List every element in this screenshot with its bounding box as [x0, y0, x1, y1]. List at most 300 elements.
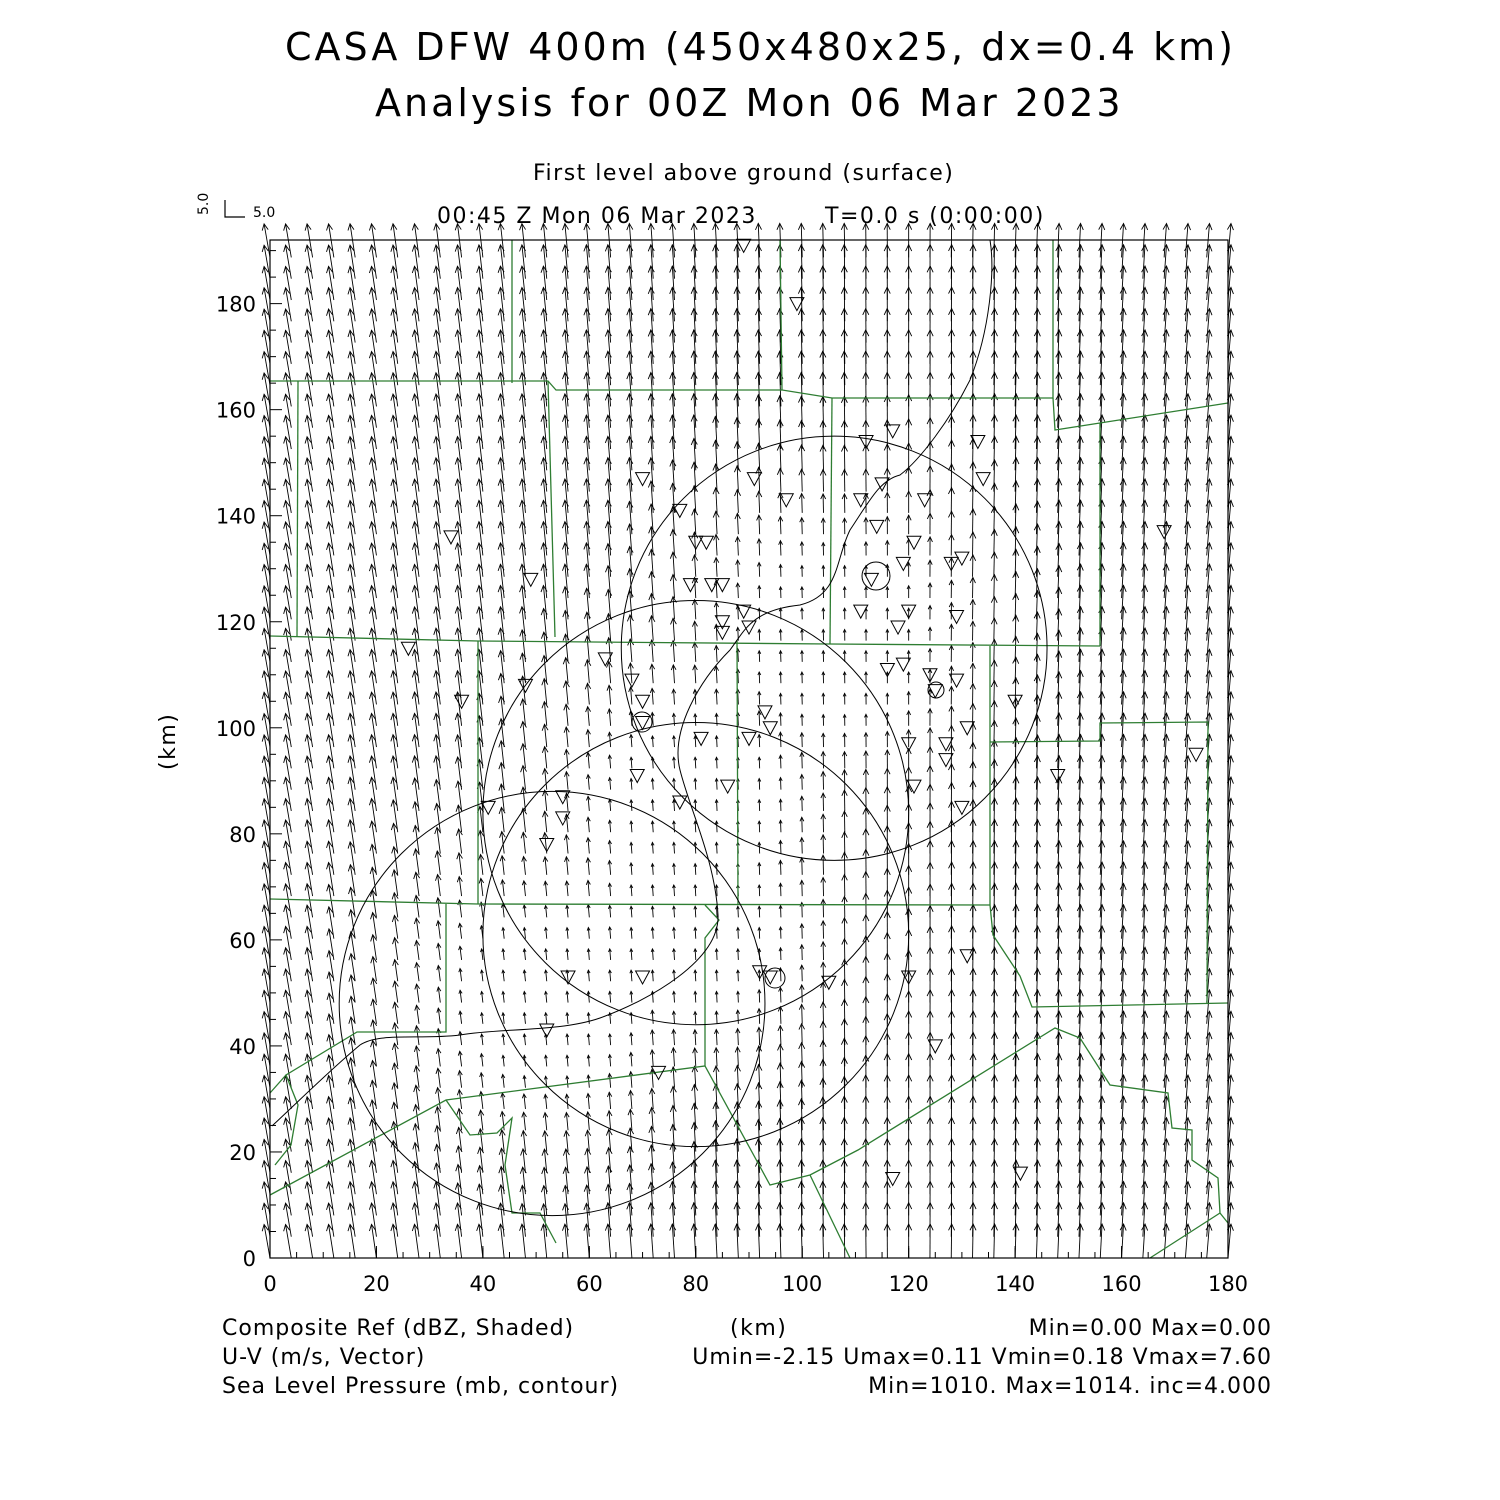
wind-vector — [842, 832, 848, 854]
wind-vector — [821, 814, 826, 832]
wind-vector — [843, 715, 846, 726]
wind-vector — [608, 841, 611, 854]
wind-vector-shaft — [716, 535, 717, 556]
wind-vector — [800, 880, 804, 896]
wind-vector — [543, 857, 548, 875]
wind-vector — [673, 842, 676, 853]
wind-vector-shaft — [780, 1026, 781, 1045]
wind-vector — [607, 1092, 611, 1109]
wind-vector — [820, 470, 826, 492]
x-axis-unit: (km) — [730, 1316, 788, 1341]
wind-vector — [630, 906, 633, 917]
wind-vector — [694, 779, 697, 790]
wind-vector — [737, 970, 740, 981]
wind-vector-shaft — [737, 1047, 738, 1066]
wind-vector — [671, 618, 677, 640]
wind-vector — [907, 711, 911, 726]
wind-vector — [693, 1030, 697, 1045]
wind-vector-shaft — [802, 985, 803, 1003]
wind-vector — [627, 1224, 633, 1258]
wind-vector — [906, 467, 912, 491]
wind-vector — [651, 906, 654, 917]
wind-vector — [778, 1026, 783, 1045]
wind-vector — [585, 660, 591, 683]
wind-vector — [670, 552, 676, 577]
wind-vector-shaft — [695, 643, 696, 662]
wind-vector — [928, 537, 933, 556]
wind-vector — [886, 651, 889, 662]
wind-vector-shaft — [823, 1021, 824, 1045]
wind-vector — [627, 615, 633, 641]
wind-vector — [756, 491, 762, 513]
wind-vector — [437, 943, 441, 960]
wind-vector — [609, 949, 612, 960]
wind-vector — [502, 928, 505, 939]
wind-vector-shaft — [759, 586, 760, 598]
wind-vector — [864, 733, 868, 747]
wind-vector — [734, 466, 740, 492]
wind-vector — [821, 982, 826, 1002]
wind-vector-shaft — [994, 681, 995, 705]
wind-vector — [970, 663, 975, 683]
wind-vector — [757, 539, 761, 556]
wind-vector-shaft — [651, 616, 653, 641]
wind-vector-shaft — [673, 1048, 674, 1067]
wind-vector — [779, 778, 782, 790]
wind-vector — [798, 1224, 804, 1258]
wind-vector — [779, 799, 782, 811]
wind-vector — [522, 1094, 526, 1109]
wind-vector — [692, 643, 697, 662]
footer-slp-range: Min=1010. Max=1014. inc=4.000 — [868, 1374, 1272, 1399]
wind-vector — [587, 970, 590, 981]
footer-ref: Composite Ref (dBZ, Shaded) — [222, 1316, 575, 1341]
wind-vector — [673, 736, 676, 747]
wind-vector — [435, 851, 441, 875]
wind-vector — [799, 1024, 805, 1045]
wind-vector — [437, 966, 441, 982]
wind-vector-shaft — [695, 555, 696, 577]
wind-vector — [799, 1043, 805, 1067]
wind-vector — [630, 800, 633, 811]
wind-vector — [906, 515, 911, 534]
wind-vector — [907, 692, 910, 705]
wind-vector — [841, 999, 847, 1023]
wind-vector — [543, 811, 548, 832]
wind-vector — [800, 542, 804, 556]
wind-vector — [566, 949, 569, 960]
wind-vector — [608, 755, 611, 768]
wind-vector — [821, 518, 825, 534]
wind-vector — [523, 1034, 526, 1045]
wind-vector — [842, 918, 847, 939]
wind-vector — [480, 1073, 484, 1088]
wind-vector — [778, 517, 783, 535]
wind-vector — [949, 706, 954, 726]
wind-vector — [542, 747, 548, 769]
wind-vector — [457, 877, 462, 896]
wind-vector — [756, 443, 762, 470]
wind-vector — [778, 1007, 782, 1024]
wind-vector — [673, 757, 676, 768]
wind-vector — [694, 821, 697, 832]
wind-vector — [842, 852, 848, 875]
wind-vector — [692, 509, 698, 534]
wind-vector — [629, 1052, 633, 1066]
wind-vector — [371, 957, 377, 982]
wind-vector — [906, 730, 910, 747]
wind-vector — [757, 563, 761, 577]
wind-vector — [415, 1026, 420, 1045]
wind-vector — [799, 469, 805, 491]
wind-vector — [436, 921, 441, 939]
wind-vector — [757, 711, 761, 726]
wind-vector — [545, 928, 548, 939]
wind-vector — [651, 821, 654, 832]
wind-vector — [822, 608, 825, 619]
wind-vector — [608, 1074, 612, 1088]
wind-vector — [586, 838, 590, 854]
wind-vector — [842, 752, 846, 769]
wind-vector — [630, 735, 633, 748]
wind-vector — [928, 649, 931, 662]
wind-vector — [949, 686, 954, 704]
wind-vector — [736, 583, 740, 598]
wind-vector — [459, 1031, 463, 1045]
wind-vector-shaft — [694, 532, 695, 555]
wind-vector — [543, 1131, 548, 1152]
wind-vector — [949, 624, 953, 640]
wind-vector — [842, 494, 847, 513]
wind-vector — [608, 883, 611, 896]
wind-vector — [821, 899, 826, 917]
wind-vector — [737, 991, 740, 1002]
wind-vector-shaft — [738, 1029, 739, 1045]
wind-vector-shaft — [737, 490, 738, 513]
wind-vector — [543, 1113, 548, 1131]
wind-vector — [991, 660, 997, 683]
wind-vector — [885, 768, 891, 789]
wind-vector-shaft — [716, 511, 717, 534]
wind-vector — [650, 688, 654, 704]
wind-vector — [758, 990, 761, 1003]
wind-vector — [545, 949, 548, 960]
wind-vector — [608, 820, 611, 832]
wind-vector-shaft — [802, 1024, 803, 1045]
wind-vector — [502, 949, 505, 960]
wind-vector — [821, 835, 826, 854]
wind-vector-shaft — [994, 639, 995, 661]
wind-vector — [842, 939, 848, 960]
wind-vector-shaft — [738, 583, 739, 598]
wind-vector — [673, 949, 676, 960]
wind-vector — [671, 1048, 676, 1067]
wind-vector — [928, 583, 932, 598]
wind-vector — [607, 709, 611, 726]
wind-vector — [970, 704, 976, 726]
wind-vector — [755, 1224, 761, 1258]
wind-vector — [948, 511, 954, 534]
wind-vector — [609, 991, 612, 1002]
wind-vector — [544, 906, 547, 918]
wind-vector-shaft — [373, 957, 377, 982]
wind-vector — [756, 1046, 761, 1066]
wind-vector — [907, 586, 910, 598]
wind-vector-shaft — [802, 493, 803, 512]
wind-vector — [821, 921, 826, 939]
wind-vector — [928, 728, 933, 747]
y-axis-unit: (km) — [156, 712, 181, 770]
wind-vector — [502, 1055, 505, 1066]
wind-vector — [630, 757, 633, 768]
wind-vector — [758, 842, 761, 853]
wind-vector-shaft — [716, 1030, 717, 1046]
wind-vector — [758, 928, 761, 939]
wind-vector — [801, 630, 804, 641]
wind-vector — [630, 821, 633, 832]
wind-vector-shaft — [737, 513, 738, 534]
wind-vector — [413, 1124, 419, 1152]
wind-vector — [863, 936, 869, 960]
wind-vector — [991, 1224, 997, 1258]
wind-vector — [393, 938, 399, 960]
wind-vector — [630, 970, 633, 981]
wind-vector — [991, 681, 997, 705]
wind-vector-shaft — [759, 1009, 760, 1024]
wind-vector — [458, 923, 462, 938]
wind-vector — [694, 928, 697, 939]
wind-vector — [714, 535, 719, 556]
wind-vector — [736, 1010, 740, 1024]
wind-vector — [563, 681, 569, 704]
wind-vector — [392, 1043, 398, 1066]
wind-vector-shaft — [759, 1046, 760, 1066]
wind-vector — [564, 857, 569, 875]
wind-vector — [821, 494, 826, 513]
wind-vector — [758, 672, 761, 683]
wind-vector — [863, 829, 869, 854]
wind-vector — [735, 513, 740, 534]
wind-vector — [630, 991, 633, 1002]
wind-vector — [564, 772, 569, 790]
wind-vector — [630, 863, 633, 875]
wind-vector — [843, 672, 846, 683]
wind-vector — [414, 1046, 419, 1066]
wind-vector — [564, 704, 570, 726]
wind-vector-shaft — [652, 1089, 653, 1109]
wind-vector — [970, 723, 976, 747]
wind-vector — [284, 224, 292, 258]
wind-vector — [628, 663, 633, 683]
wind-vector — [393, 981, 399, 1002]
wind-vector — [842, 811, 847, 832]
wind-vector-shaft — [759, 990, 760, 1003]
wind-vector — [436, 1068, 441, 1087]
wind-vector — [672, 1011, 675, 1024]
wind-vector — [777, 468, 783, 491]
wind-vector — [629, 687, 634, 704]
wind-vector — [459, 1011, 462, 1024]
wind-vector — [970, 621, 975, 640]
wind-vector — [479, 1110, 484, 1130]
wind-vector — [779, 755, 782, 768]
wind-vector — [479, 854, 484, 874]
wind-vector-shaft — [802, 469, 803, 491]
wind-vector — [736, 1029, 740, 1045]
wind-vector-shaft — [695, 600, 696, 620]
wind-vector-shaft — [759, 735, 760, 748]
wind-vector-shaft — [759, 491, 760, 513]
wind-vector — [735, 1047, 740, 1066]
wind-vector — [648, 1224, 654, 1258]
wind-vector — [779, 860, 783, 874]
wind-vector — [800, 796, 804, 811]
wind-vector — [609, 970, 612, 981]
wind-vector — [694, 970, 697, 981]
wind-vector — [670, 597, 676, 620]
wind-vector — [715, 779, 718, 790]
wind-vector — [714, 1030, 718, 1046]
wind-vector — [864, 714, 867, 725]
wind-vector-shaft — [673, 641, 674, 662]
wind-vector — [327, 224, 334, 258]
wind-vector — [715, 991, 718, 1002]
wind-vector — [586, 775, 590, 790]
wind-vector — [758, 586, 761, 598]
wind-vector — [864, 751, 869, 768]
wind-vector — [694, 736, 697, 747]
wind-vector — [884, 787, 890, 811]
wind-vector — [907, 630, 910, 641]
wind-vector — [801, 651, 804, 662]
wind-vector — [801, 672, 804, 683]
wind-vector-shaft — [759, 563, 760, 577]
wind-vector — [758, 863, 761, 875]
wind-vector — [523, 991, 526, 1002]
wind-vector — [672, 689, 676, 704]
wind-vector — [821, 855, 826, 875]
title-line-2: Analysis for 00Z Mon 06 Mar 2023 — [375, 81, 1124, 125]
wind-vector — [886, 587, 889, 598]
wind-vector — [502, 1034, 505, 1045]
wind-vector — [499, 807, 505, 832]
wind-vector — [628, 1109, 633, 1130]
wind-vector — [305, 224, 312, 258]
wind-vector — [927, 747, 933, 769]
wind-vector — [586, 817, 590, 832]
wind-vector — [779, 948, 782, 960]
wind-vector — [970, 684, 975, 705]
wind-vector-shaft — [780, 517, 781, 535]
wind-vector — [694, 991, 697, 1002]
wind-vector — [758, 692, 761, 705]
wind-vector-shaft — [759, 515, 760, 534]
wind-vector — [758, 779, 761, 790]
vector-key-v: 5.0 — [196, 192, 212, 215]
wind-vector — [587, 1034, 590, 1045]
wind-vector — [715, 949, 718, 960]
wind-vector — [714, 689, 718, 704]
wind-vector — [907, 672, 910, 683]
wind-vector — [843, 733, 847, 747]
wind-vector-shaft — [695, 1048, 696, 1066]
wind-vector — [542, 702, 548, 726]
wind-vector — [970, 577, 975, 598]
wind-vector — [608, 799, 611, 811]
wind-vector — [479, 1092, 484, 1109]
wind-vector — [565, 1113, 570, 1131]
wind-vector — [949, 580, 954, 598]
wind-vector — [630, 779, 633, 790]
wind-vector — [991, 701, 997, 726]
wind-vector — [545, 970, 548, 981]
wind-vector — [566, 1076, 569, 1088]
wind-vector — [650, 664, 655, 683]
wind-vector — [737, 949, 740, 960]
wind-vector — [777, 1224, 783, 1258]
wind-vector — [414, 895, 420, 917]
wind-vector-shaft — [716, 1048, 717, 1067]
wind-vector — [863, 808, 869, 832]
wind-vector — [928, 560, 932, 577]
wind-vector — [651, 1010, 655, 1024]
wind-vector — [865, 651, 868, 662]
wind-vector — [714, 666, 718, 683]
wind-vector — [630, 842, 633, 853]
wind-vector — [670, 530, 676, 556]
footer-uv-range: Umin=-2.15 Umax=0.11 Vmin=0.18 Vmax=7.60 — [692, 1345, 1272, 1370]
wind-vector — [970, 600, 975, 620]
wind-vector — [437, 987, 441, 1002]
wind-vector — [843, 518, 847, 534]
wind-vector — [608, 906, 611, 918]
wind-vector — [458, 1071, 462, 1088]
wind-vector — [414, 872, 420, 896]
wind-vector-shaft — [738, 1010, 739, 1024]
wind-vector — [566, 905, 569, 917]
wind-vector — [692, 600, 697, 620]
wind-vector — [415, 984, 420, 1002]
wind-vector — [608, 860, 612, 874]
wind-vector — [371, 978, 377, 1002]
wind-vector — [779, 927, 782, 939]
wind-vector — [673, 991, 676, 1002]
wind-vector — [543, 790, 548, 811]
wind-vector — [863, 872, 869, 897]
wind-vector-shaft — [373, 935, 377, 960]
wind-vector — [779, 672, 782, 683]
wind-vector-shaft — [716, 558, 717, 577]
wind-vector — [949, 535, 954, 556]
wind-vector — [800, 965, 804, 981]
wind-vector — [392, 915, 398, 938]
wind-vector — [758, 735, 761, 748]
wind-vector — [458, 1051, 462, 1066]
vector-key-u: 5.0 — [253, 205, 276, 221]
wind-vector — [843, 608, 846, 619]
wind-vector-shaft — [738, 560, 739, 577]
wind-vector — [692, 1066, 698, 1087]
wind-vector — [864, 518, 868, 534]
wind-vector — [415, 1005, 420, 1024]
wind-vector-shaft — [373, 978, 377, 1002]
wind-vector-shaft — [759, 711, 760, 726]
wind-vector — [544, 1094, 548, 1109]
wind-vector — [393, 1023, 399, 1045]
wind-vector — [822, 630, 825, 641]
wind-vector — [907, 563, 911, 577]
wind-vector — [865, 672, 868, 683]
